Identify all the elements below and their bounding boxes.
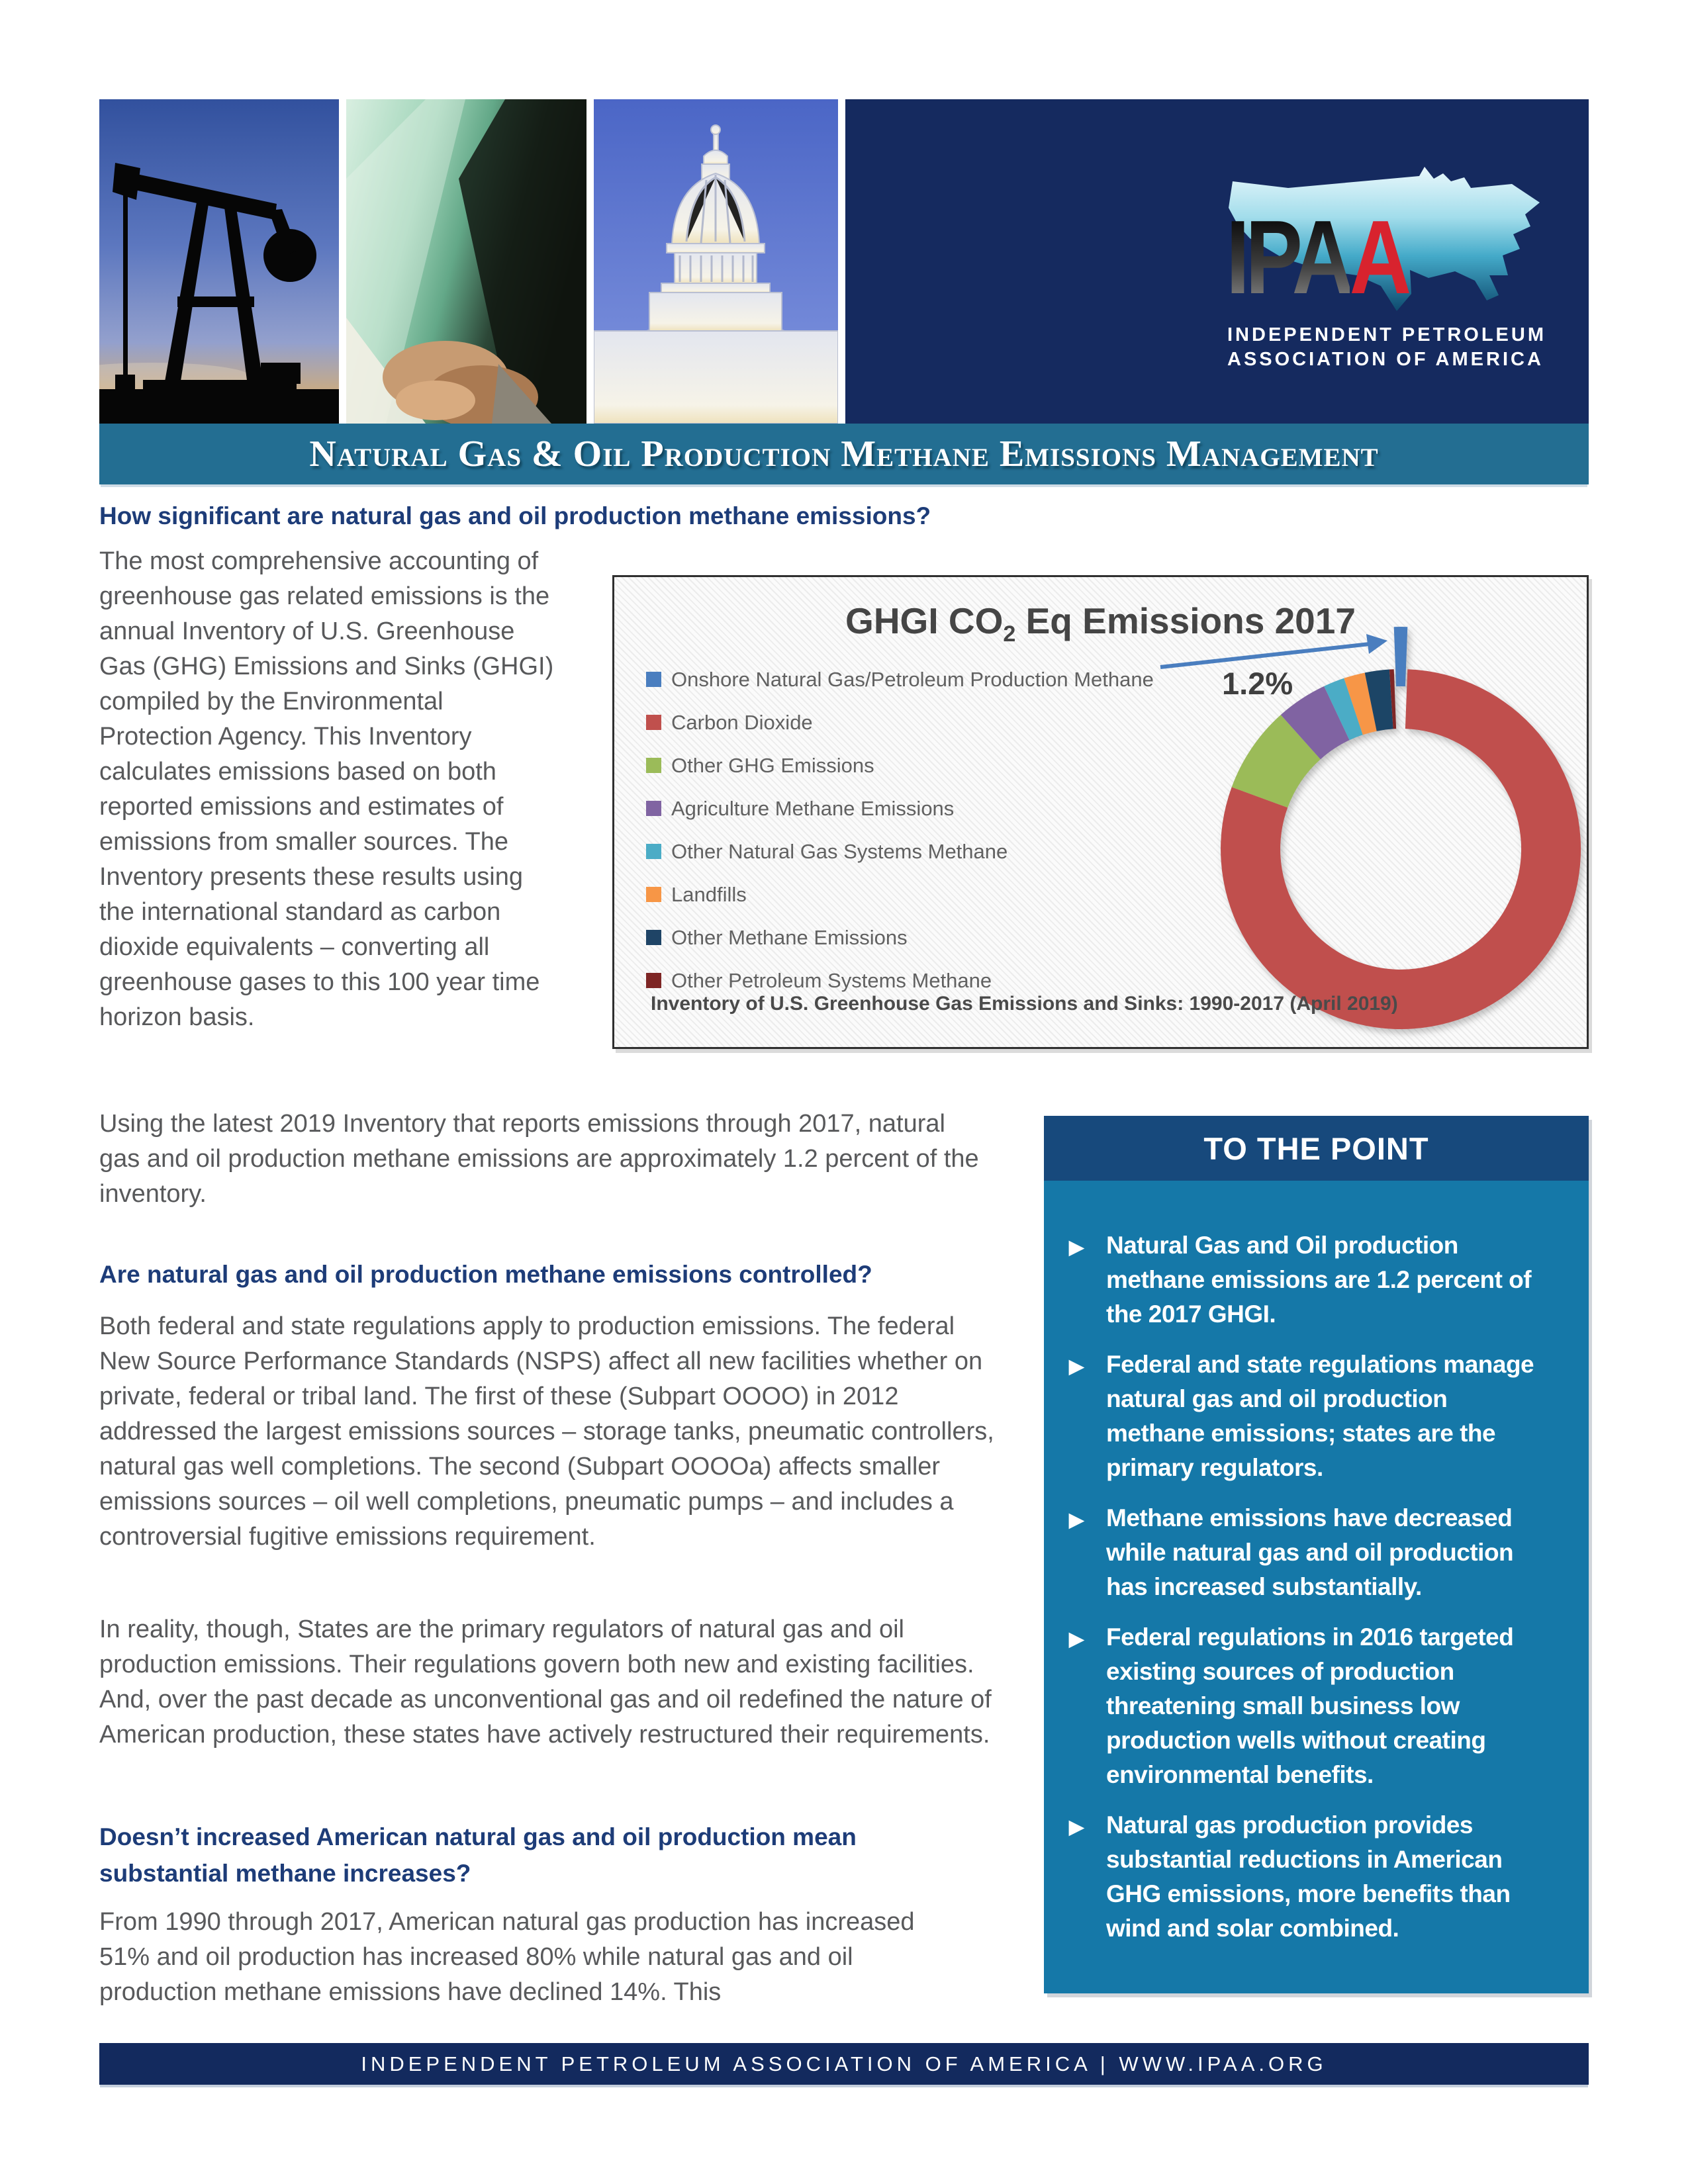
point-bullet: ▶ Federal and state regulations manage natural gas and oil production methane emissions; states are the primary regulators. <box>1068 1347 1542 1485</box>
legend-label: Carbon Dioxide <box>671 710 813 734</box>
ipaa-wordmark <box>1226 199 1407 316</box>
paragraph-federal-state-regulations: Both federal and state regulations apply to production emissions. The federal New Source Performance Standards (NSPS) affect all new facilities whether on private, federal or tribal land. The first of these (Subpart OOOO) in 2012 addressed the largest emissions sources – storage tanks, pneumatic controllers, natural gas well completions. The second (Subpart OOOOa) affects smaller emissions sources – oil well completions, pneumatic pumps – and includes a controversial fugitive emissions requirement. <box>99 1312 994 1551</box>
legend-item <box>646 916 1154 959</box>
legend-swatch <box>646 844 661 859</box>
paragraph-ghgi-intro: The most comprehensive accounting of greenhouse gas related emissions is the annual Inventory of U.S. Greenhouse Gas (GHG) Emissions and Sinks (GHGI) compiled by the Environmental Protection Agency. This Inventory calculates emissions based on both reported emissions and estimates of emissions from smaller sources. The Inventory presents these results using the international standard as carbon dioxide equivalents – converting all greenhouse gases to this 100 year time horizon basis. <box>99 547 554 1031</box>
legend-item <box>646 830 1154 873</box>
legend-label: Other GHG Emissions <box>671 753 874 777</box>
legend-item <box>646 873 1154 916</box>
paragraph-latest-inventory: Using the latest 2019 Inventory that reports emissions through 2017, natural gas and oil production methane emissions are approximately 1.2 percent of the inventory. <box>99 1110 979 1208</box>
pumpjack-photo <box>99 99 339 424</box>
legend-item <box>646 701 1154 744</box>
legend-item <box>646 744 1154 787</box>
chart-caption: Inventory of U.S. Greenhouse Gas Emissions and Sinks: 1990-2017 (April 2019) <box>651 993 1398 1015</box>
tagline-line-1: INDEPENDENT PETROLEUM <box>1227 324 1546 345</box>
to-the-point-header: TO THE POINT <box>1044 1116 1589 1181</box>
question-heading-controlled: Are natural gas and oil production methane emissions controlled? <box>99 1261 872 1288</box>
capitol-building-photo <box>594 99 838 424</box>
legend-swatch <box>646 801 661 816</box>
header <box>99 99 1589 424</box>
legend-item <box>646 787 1154 830</box>
legend-label: Other Natural Gas Systems Methane <box>671 839 1008 863</box>
legend-swatch <box>646 715 661 730</box>
legend-swatch <box>646 758 661 773</box>
legend-swatch <box>646 887 661 902</box>
annotation-label: 1.2% <box>1222 666 1293 701</box>
chart-legend <box>646 658 1154 1002</box>
title-bar <box>99 424 1589 484</box>
paragraph-states-primary-regulators: In reality, though, States are the primary regulators of natural gas and oil production emissions. Their regulations govern both new and existing facilities. And, over the past decade as unconventional gas and oil redefined the nature of American production, these states have actively restructured their requirements. <box>99 1615 992 1749</box>
page-title: Natural Gas & Oil Production Methane Emissions Management <box>309 433 1379 475</box>
legend-swatch <box>646 930 661 945</box>
ipaa-letter-a-red: A <box>1349 199 1407 316</box>
to-the-point-box <box>1044 1116 1589 1993</box>
paragraph-production-growth: From 1990 through 2017, American natural gas production has increased 51% and oil production has increased 80% while natural gas and oil production methane emissions have declined 14%. This <box>99 1908 915 2006</box>
ipaa-logo-panel <box>845 99 1589 424</box>
footer-text: INDEPENDENT PETROLEUM ASSOCIATION OF AMERICA | WWW.IPAA.ORG <box>361 2052 1327 2075</box>
legend-label: Other Petroleum Systems Methane <box>671 968 992 992</box>
chart-title: GHGI $CO_2$ Eq Emissions 2017 <box>845 600 1356 647</box>
legend-label: Onshore Natural Gas/Petroleum Production Methane <box>671 667 1154 691</box>
capitol-illustration <box>594 99 838 424</box>
ipaa-letters: IPA <box>1226 199 1350 316</box>
point-bullet: ▶ Federal regulations in 2016 targeted existing sources of production threatening small business low production wells without creating environmental benefits. <box>1068 1620 1542 1792</box>
footer-bar <box>99 2043 1589 2085</box>
legend-label: Agriculture Methane Emissions <box>671 796 955 820</box>
handshake-illustration <box>346 99 586 424</box>
point-bullet: ▶ Natural Gas and Oil production methane emissions are 1.2 percent of the 2017 GHGI. <box>1068 1228 1542 1332</box>
legend-item <box>646 658 1154 701</box>
ipaa-tagline <box>1227 323 1546 372</box>
tagline-line-2: ASSOCIATION OF AMERICA <box>1227 349 1544 370</box>
ipaa-logo <box>1222 164 1548 410</box>
emissions-donut-chart <box>612 575 1589 1049</box>
legend-swatch <box>646 672 661 687</box>
handshake-photo <box>346 99 586 424</box>
legend-label: Landfills <box>671 882 747 906</box>
legend-swatch <box>646 973 661 988</box>
question-heading-significance: How significant are natural gas and oil production methane emissions? <box>99 502 931 529</box>
point-bullet: ▶ Natural gas production provides substantial reductions in American GHG emissions, more benefits than wind and solar combined. <box>1068 1808 1542 1946</box>
to-the-point-bullets <box>1044 1181 1589 1946</box>
pumpjack-illustration <box>99 99 339 424</box>
question-heading-increases: Doesn’t increased American natural gas and oil production mean substantial methane increases? <box>99 1823 857 1887</box>
point-bullet: ▶ Methane emissions have decreased while natural gas and oil production has increased substantially. <box>1068 1501 1542 1604</box>
legend-label: Other Methane Emissions <box>671 925 908 949</box>
